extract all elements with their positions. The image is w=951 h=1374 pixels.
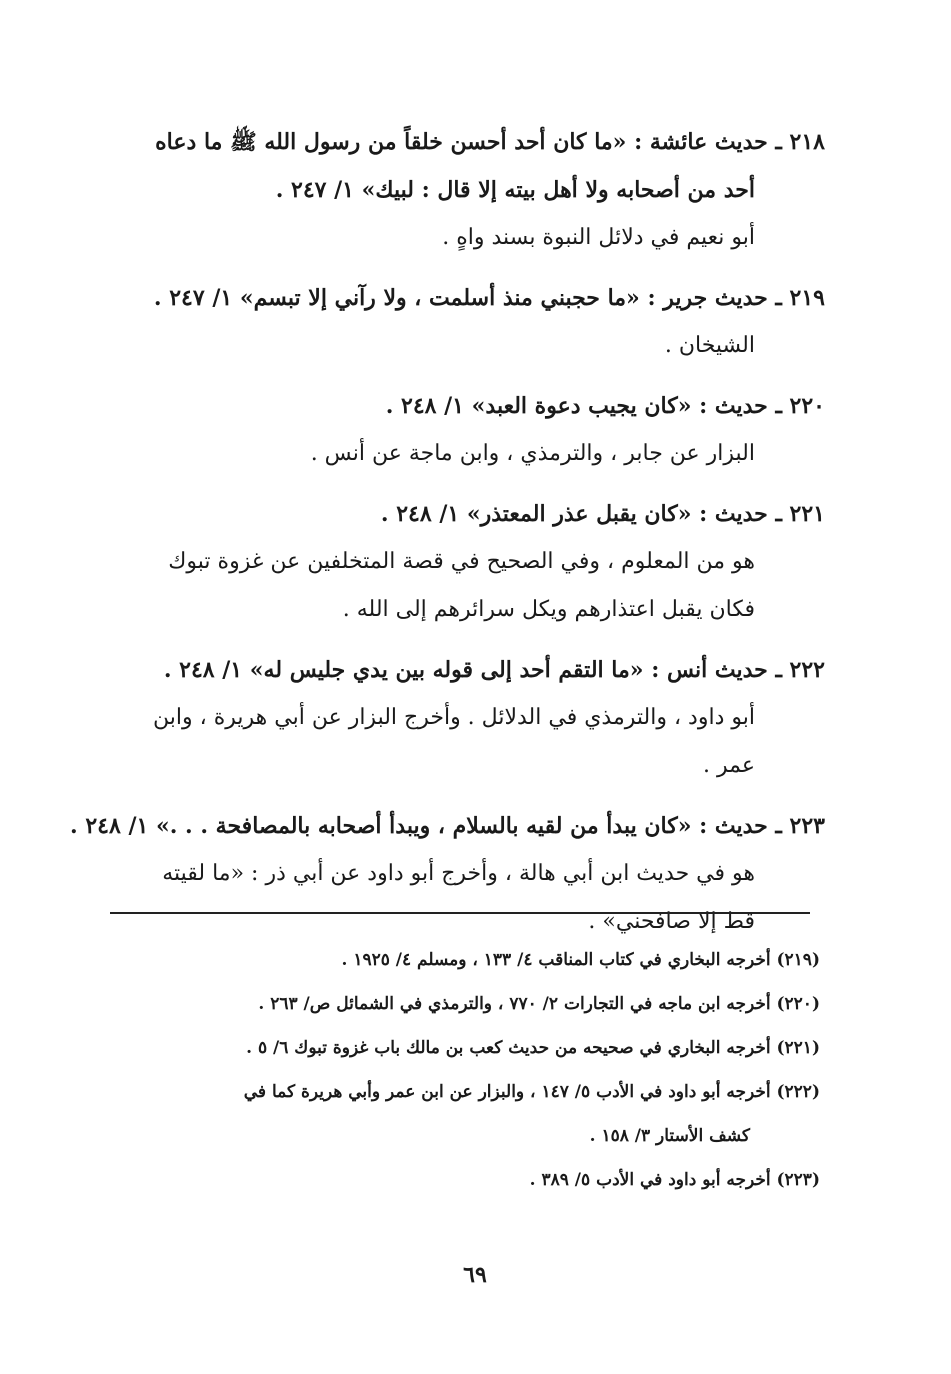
hadith-heading: ٢٢٢ ـ حديث أنس : «ما التقم أحد إلى قوله بين يدي جليس له» ١/ ٢٤٨ .: [163, 657, 825, 683]
entry-220: [100, 382, 825, 478]
hadith-heading: ٢١٩ ـ حديث جرير : «ما حجبني منذ أسلمت ، ولا رآني إلا تبسم» ١/ ٢٤٧ .: [153, 285, 825, 311]
hadith-source: البزار عن جابر ، والترمذي ، وابن ماجة عن أنس .: [310, 441, 755, 466]
hadith-heading: ٢٢١ ـ حديث : «كان يقبل عذر المعتذر» ١/ ٢٤٨ .: [380, 501, 825, 527]
footnote-219: (٢١٩) أخرجه البخاري في كتاب المناقب ٤/ ١٣٣ ، ومسلم ٤/ ١٩٢٥ .: [341, 950, 820, 970]
page-number: ٦٩: [463, 1262, 487, 1288]
hadith-source-cont: عمر .: [703, 753, 755, 778]
footnote-222-cont: كشف الأستار ٣/ ١٥٨ .: [589, 1126, 750, 1146]
hadith-heading-cont: أحد من أصحابه ولا أهل بيته إلا قال : لبيك» ١/ ٢٤٧ .: [275, 177, 755, 203]
entry-218: [100, 118, 825, 262]
footnote-220: (٢٢٠) أخرجه ابن ماجه في التجارات ٢/ ٧٧٠ ، والترمذي في الشمائل ص/ ٢٦٣ .: [258, 994, 820, 1014]
hadith-source: أبو داود ، والترمذي في الدلائل . وأخرج البزار عن أبي هريرة ، وابن: [153, 705, 755, 730]
footnote-divider: [110, 912, 810, 914]
hadith-source: هو في حديث ابن أبي هالة ، وأخرج أبو داود عن أبي ذر : «ما لقيته: [162, 861, 755, 886]
entry-221: [100, 490, 825, 634]
entry-219: [100, 274, 825, 370]
hadith-heading: ٢٢٠ ـ حديث : «كان يجيب دعوة العبد» ١/ ٢٤٨ .: [385, 393, 825, 419]
footnote-222: (٢٢٢) أخرجه أبو داود في الأدب ٥/ ١٤٧ ، والبزار عن ابن عمر وأبي هريرة كما في: [243, 1082, 820, 1102]
hadith-source: أبو نعيم في دلائل النبوة بسند واهٍ .: [442, 225, 755, 250]
hadith-source-cont: قط إلا صافحني» .: [588, 909, 755, 934]
footnote-223: (٢٢٣) أخرجه أبو داود في الأدب ٥/ ٣٨٩ .: [529, 1170, 820, 1190]
footnotes: [100, 938, 820, 1202]
hadith-heading: ٢١٨ ـ حديث عائشة : «ما كان أحد أحسن خلقاً من رسول الله ﷺ ما دعاه: [155, 129, 825, 155]
hadith-heading: ٢٢٣ ـ حديث : «كان يبدأ من لقيه بالسلام ، ويبدأ أصحابه بالمصافحة . . .» ١/ ٢٤٨ .: [70, 813, 825, 839]
hadith-source: هو من المعلوم ، وفي الصحيح في قصة المتخلفين عن غزوة تبوك: [168, 549, 755, 574]
footnote-221: (٢٢١) أخرجه البخاري في صحيحه من حديث كعب بن مالك باب غزوة تبوك ٦/ ٥ .: [246, 1038, 820, 1058]
entry-222: [100, 646, 825, 790]
hadith-source-cont: فكان يقبل اعتذارهم ويكل سرائرهم إلى الله .: [342, 597, 755, 622]
entry-223: [70, 802, 825, 946]
hadith-source: الشيخان .: [664, 333, 755, 358]
